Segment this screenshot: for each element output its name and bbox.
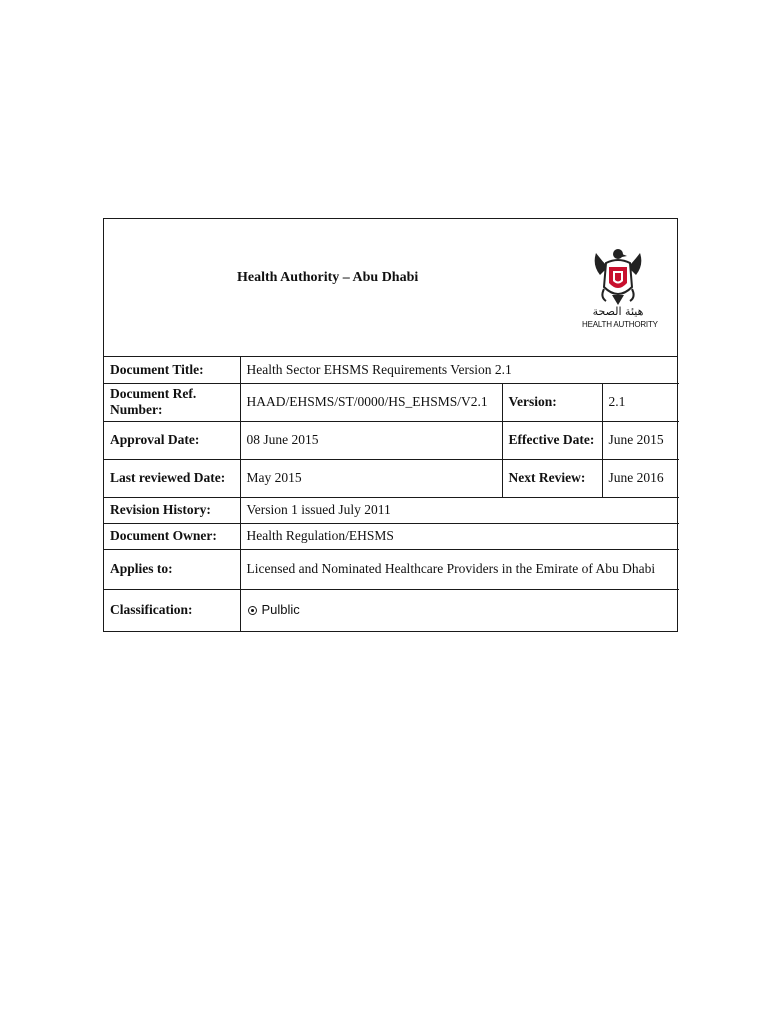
table-row — [104, 497, 679, 523]
last-reviewed-value: May 2015 — [240, 459, 502, 497]
document-owner-label: Document Owner: — [104, 523, 240, 549]
revision-history-label: Revision History: — [104, 497, 240, 523]
health-authority-logo — [582, 245, 658, 333]
effective-date-label: Effective Date: — [502, 421, 602, 459]
version-value: 2.1 — [602, 383, 679, 421]
table-row — [104, 549, 679, 589]
document-title-label: Document Title: — [104, 357, 240, 383]
version-label: Version: — [502, 383, 602, 421]
applies-to-value: Licensed and Nominated Healthcare Providers in the Emirate of Abu Dhabi — [240, 549, 679, 589]
next-review-label: Next Review: — [502, 459, 602, 497]
public-radio-button[interactable] — [248, 606, 257, 615]
table-row — [104, 459, 679, 497]
revision-history-value: Version 1 issued July 2011 — [240, 497, 679, 523]
organization-name: Health Authority – Abu Dhabi — [237, 270, 419, 285]
applies-to-label: Applies to: — [104, 549, 240, 589]
classification-label: Classification: — [104, 589, 240, 631]
document-metadata-table — [104, 357, 679, 631]
document-ref-value: HAAD/EHSMS/ST/0000/HS_EHSMS/V2.1 — [240, 383, 502, 421]
document-ref-label: Document Ref. Number: — [104, 383, 240, 421]
last-reviewed-label: Last reviewed Date: — [104, 459, 240, 497]
table-row — [104, 523, 679, 549]
table-row — [104, 357, 679, 383]
document-header — [104, 219, 677, 357]
document-title-value: Health Sector EHSMS Requirements Version 2.1 — [240, 357, 679, 383]
document-control-card — [103, 218, 678, 632]
falcon-emblem-icon — [582, 245, 654, 307]
logo-arabic-text: هيئة الصحة — [592, 305, 644, 318]
classification-cell — [240, 589, 679, 631]
approval-date-label: Approval Date: — [104, 421, 240, 459]
logo-english-text: HEALTH AUTHORITY — [582, 320, 658, 329]
document-owner-value: Health Regulation/EHSMS — [240, 523, 679, 549]
approval-date-value: 08 June 2015 — [240, 421, 502, 459]
table-row — [104, 383, 679, 421]
table-row — [104, 421, 679, 459]
classification-value: Pulblic — [261, 602, 300, 618]
next-review-value: June 2016 — [602, 459, 679, 497]
effective-date-value: June 2015 — [602, 421, 679, 459]
table-row — [104, 589, 679, 631]
